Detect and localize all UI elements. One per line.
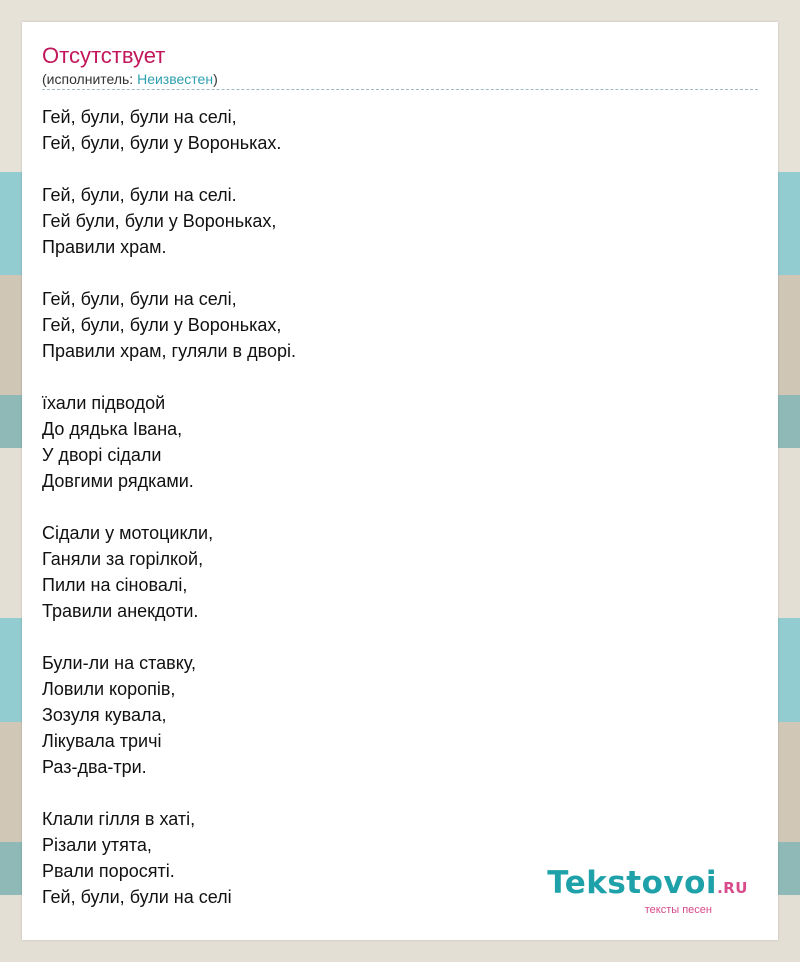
lyric-line: Лікувала тричі [42,731,162,751]
artist-link[interactable]: Неизвестен [137,71,214,87]
lyric-line: Клали гілля в хаті, [42,809,196,829]
logo-name: Tekstovoi [547,865,718,901]
stanza-break [42,494,296,520]
lyric-line: Різали утята, [42,835,152,855]
lyric-line: Довгими рядками. [42,471,194,491]
lyric-line: Правили храм. [42,237,167,257]
lyric-line: Раз-два-три. [42,757,147,777]
lyric-line: Були-ли на ставку, [42,653,196,673]
song-header [42,42,758,90]
lyrics-text [42,104,296,910]
lyric-line: Пили на сіновалі, [42,575,188,595]
artist-prefix: (исполнитель: [42,71,138,87]
stanza-break [42,260,296,286]
logo-tagline: тексты песен [644,904,712,916]
lyric-line: їхали підводой [42,393,166,413]
lyric-line: Гей були, були у Вороньках, [42,211,277,231]
logo-tld: .RU [717,879,748,897]
lyric-line: Травили анекдоти. [42,601,199,621]
lyric-line: Гей, були, були на селі, [42,289,237,309]
lyric-line: Гей, були, були на селі. [42,185,237,205]
stanza-break [42,780,296,806]
stanza-break [42,624,296,650]
lyric-line: Гей, були, були у Вороньках. [42,133,282,153]
lyric-line: Гей, були, були на селі [42,887,232,907]
lyrics-card [22,22,778,940]
lyric-line: Ловили коропів, [42,679,176,699]
song-title: Отсутствует [42,43,166,68]
lyric-line: До дядька Івана, [42,419,183,439]
lyric-line: Правили храм, гуляли в дворі. [42,341,296,361]
lyric-line: Сідали у мотоцикли, [42,523,214,543]
lyric-line: Гей, були, були на селі, [42,107,237,127]
lyric-line: У дворі сідали [42,445,162,465]
artist-line [42,70,758,88]
lyric-line: Рвали поросяті. [42,861,175,881]
lyric-line: Гей, були, були у Вороньках, [42,315,282,335]
artist-suffix: ) [213,71,218,87]
site-logo[interactable] [547,867,748,916]
stanza-break [42,364,296,390]
lyric-line: Зозуля кувала, [42,705,167,725]
lyric-line: Ганяли за горілкой, [42,549,204,569]
stanza-break [42,156,296,182]
